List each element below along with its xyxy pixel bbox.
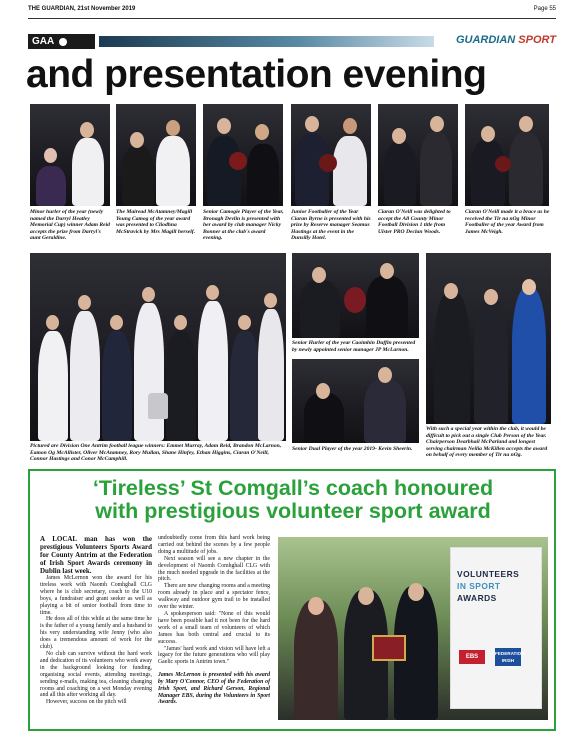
masthead-rule [28,18,556,19]
story-paragraph: Next season will see a new chapter in the development of Naomh Comhghall CLG with the much needed upgrade in the facilities at the pitch. [158,555,270,583]
irish-sport-logo: FEDERATION IRISH SPORT [495,648,521,666]
photo-senior-hurler [292,253,419,338]
caption-tir-na-nog-minor: Ciaran O'Neill made it a brace as he received the Tir na nOg Minor Footballer of the year Award from James McVeigh. [465,209,550,235]
guardian-word: GUARDIAN [455,34,516,46]
ball-icon [59,38,67,46]
story-paragraph: James McLernon won the award for his tireless work with Naomh Comhghall CLG where he is club secretary, coach to the U10 boys, a fundraiser and grant seeker as well as playing a bit of senior football from time to time. [40,575,152,616]
story-paragraph: There are new changing rooms and a meeting room already in place and a spectator fence, walkway and outdoor gym trail to be installed over the winter. [158,583,270,611]
story-headline-line2: with prestigious volunteer sport award [95,499,491,523]
story-paragraph: No club can survive without the hard work and dedication of its volunteers who work away in the background looking for funding, organising social events, attending meetings, sending e-mails, making tea, cleaning changing rooms and coaching on a wet Monday evening and all this after working all day. [40,650,152,699]
photo-dual-player [292,359,419,443]
caption-minor-football-title: Ciaran O'Neill was delighted to accept the All County Minor Football Division 1 title from Ulster PRO Declan Woods. [378,209,451,235]
caption-young-camog: The Mairead McAtamney/Magill Young Camog of the year award was presented to Cliodhna McStravick by Mrs Magill herself. [116,209,196,235]
masthead-date: THE GUARDIAN, 21st November 2019 [28,6,136,12]
photo-league-winners [30,253,286,441]
story-lead: A LOCAL man has won the prestigious Volunteers Sports Award for County Antrim at the Federation of Irish Sport Awards ceremony in Dublin last week. [40,535,152,575]
caption-league-winners: Pictured are Division One Antrim football league winners: Emmet Murray, Adam Reid, Brandon McLarnon, Eamon Og McAllister, Oliver McAtamney, Rory Mullan, Shane Hinfey, Ethan Higgins, Ciaran O'Neill, Connor Hastings and Conor McCamphill. [30,443,282,463]
story-headline-line1: ‘Tireless’ St Comgall’s coach honoured [92,476,494,500]
sport-word: SPORT [518,34,556,46]
guardian-sport-logo [436,34,556,49]
masthead [28,6,556,18]
banner-text [457,568,519,604]
ebs-logo: EBS [459,650,485,664]
story-paragraph: He does all of this while at the same time he is the father of a young family and a husband to his very understanding wife Jenny (who also does a tremendous amount of work for the club). [40,616,152,651]
photo-minor-football-title [378,104,458,206]
section-band [99,36,434,47]
story-column-2 [158,535,270,706]
story-photo-caption: James McLernon is presented with his award by Mary O'Connor, CEO of the Federation of Irish Sport, and Richard Gerson, Regional Manager EBS, during the Volunteers in Sport Awards. [158,672,270,706]
photo-volunteer-award [278,537,548,720]
caption-club-person: With such a special year within the club, it would be difficult to pick out a single Club Person of the Year. Chairperson Dearbhail McParland and longest serving chairman Neilia McKillen accepts the award on behalf of every member of Tir na nOg. [426,426,548,459]
banner-line-2: IN SPORT [457,581,501,591]
gaa-logo [28,34,95,49]
story-column-1 [40,535,152,706]
caption-junior-footballer: Junior Footballer of the Year Ciaran Byrne is presented with his prize by Reserve manager Seamus Hastings at the event in the Dunsilly Hotel. [291,209,371,242]
caption-senior-camogie: Senior Camogie Player of the Year, Bronagh Devlin is presented with her award by club manager Nicky Bonner at the club's award evening. [203,209,284,242]
page-headline: and presentation evening [26,53,487,96]
volunteer-banner [450,547,542,709]
story-paragraph: undoubtedly come from this hard work being carried out behind the scenes by a few people doing a multitude of jobs. [158,535,270,555]
photo-young-camog [116,104,196,206]
photo-senior-camogie [203,104,283,206]
photo-club-person [426,253,551,424]
story-paragraph: However, success on the pitch will [46,699,127,706]
story-paragraph: A spokesperson said: "None of this would have been possible had it not been for the hard work of a small team of volunteers of which James has both central and crucial to its success. [158,610,270,645]
story-paragraph: "James' hard work and vision will have left a legacy for the future generations who will play Gaelic sports in Antrim town." [158,645,270,666]
photo-tir-na-nog-minor [465,104,549,206]
page-number: Page 55 [533,6,556,12]
caption-dual-player: Senior Dual Player of the year 2019- Kevin Sheerin. [292,446,413,452]
banner-line-3: AWARDS [457,593,497,603]
photo-junior-footballer [291,104,371,206]
gaa-label: GAA [32,36,55,47]
caption-senior-hurler: Senior Hurler of the year Caoimhin Duffin presented by newly appointed senior manager JP McLarnon. [292,340,416,353]
banner-line-1: VOLUNTEERS [457,569,520,579]
caption-minor-hurler: Minor hurler of the year (newly named the Darryl Heatley Memorial Cup) winner Adam Reid accepts the prize from Darryl's aunt Geraldine. [30,209,110,242]
story-headline [38,477,548,523]
photo-minor-hurler [30,104,110,206]
